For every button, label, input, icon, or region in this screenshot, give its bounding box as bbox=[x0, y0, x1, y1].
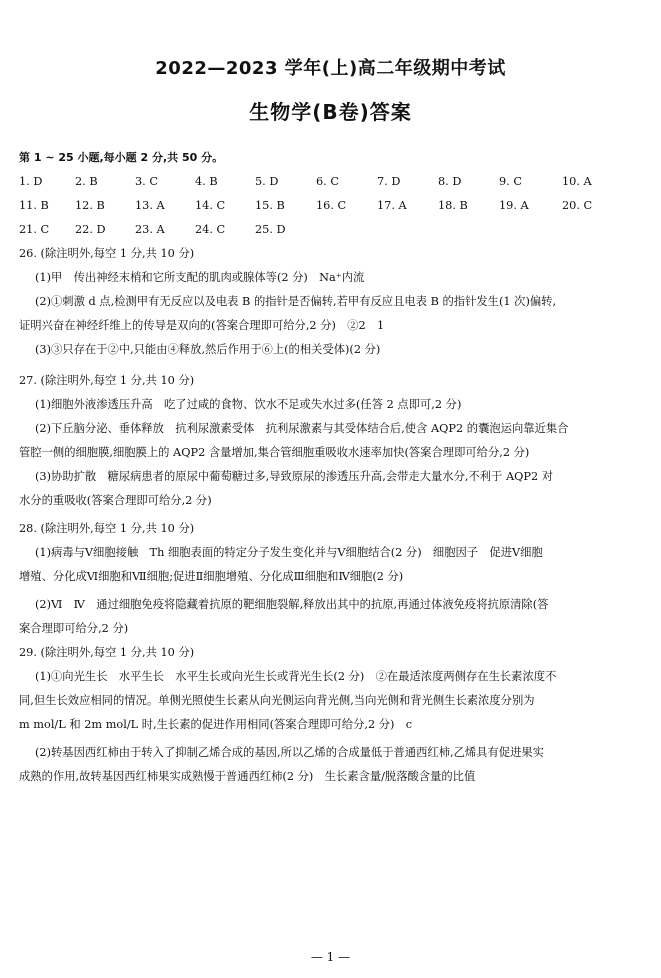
exam-subtitle: 生物学(B卷)答案 bbox=[249, 100, 412, 124]
answer-item: 15. B bbox=[255, 199, 285, 212]
answer-line: 管腔一侧的细胞膜,细胞膜上的 AQP2 含量增加,集合管细胞重吸收水速率加快(答案合理即可给分,2 分) bbox=[19, 446, 530, 459]
page-number: — 1 — bbox=[310, 950, 351, 964]
answer-item: 19. A bbox=[499, 199, 529, 212]
answer-line: 成熟的作用,故转基因西红柿果实成熟慢于普通西红柿(2 分) 生长素含量/脱落酸含量的比值 bbox=[19, 770, 476, 783]
question-header: 28. (除注明外,每空 1 分,共 10 分) bbox=[19, 522, 195, 535]
answer-item: 7. D bbox=[377, 175, 401, 188]
answer-item: 20. C bbox=[562, 199, 593, 212]
answer-line: (3)③只存在于②中,只能由④释放,然后作用于⑥上(的相关受体)(2 分) bbox=[35, 343, 381, 356]
answer-line: 同,但生长效应相同的情况。单侧光照使生长素从向光侧运向背光侧,当向光侧和背光侧生长素浓度分别为 bbox=[19, 694, 535, 707]
answer-item: 4. B bbox=[195, 175, 218, 188]
answer-line: (1)病毒与Ⅴ细胞接触 Th 细胞表面的特定分子发生变化并与Ⅴ细胞结合(2 分) 细胞因子 促进Ⅴ细胞 bbox=[35, 546, 543, 559]
answer-item: 1. D bbox=[19, 175, 43, 188]
answer-item: 5. D bbox=[255, 175, 279, 188]
question-header: 27. (除注明外,每空 1 分,共 10 分) bbox=[19, 374, 195, 387]
answer-line: (1)细胞外液渗透压升高 吃了过咸的食物、饮水不足或失水过多(任答 2 点即可,2 分) bbox=[35, 398, 462, 411]
answer-line: (1)①向光生长 水平生长 水平生长或向光生长或背光生长(2 分) ②在最适浓度两侧存在生长素浓度不 bbox=[35, 670, 557, 683]
answer-line: m mol/L 和 2m mol/L 时,生长素的促进作用相同(答案合理即可给分,2 分) c bbox=[19, 718, 413, 731]
answer-line: (2)①刺激 d 点,检测甲有无反应以及电表 B 的指针是否偏转,若甲有反应且电表 B 的指针发生(1 次)偏转, bbox=[35, 295, 557, 308]
answer-item: 8. D bbox=[438, 175, 462, 188]
answer-line: 增殖、分化成Ⅵ细胞和Ⅶ细胞;促进Ⅱ细胞增殖、分化成Ⅲ细胞和Ⅳ细胞(2 分) bbox=[19, 570, 404, 583]
answer-item: 10. A bbox=[562, 175, 592, 188]
answer-item: 9. C bbox=[499, 175, 523, 188]
answer-line: (3)协助扩散 糖尿病患者的原尿中葡萄糖过多,导致原尿的渗透压升高,会带走大量水分,不利于 AQP2 对 bbox=[35, 470, 554, 483]
answer-line: (2)下丘脑分泌、垂体释放 抗利尿激素受体 抗利尿激素与其受体结合后,使含 AQP2 的囊泡运向靠近集合 bbox=[35, 422, 569, 435]
answer-line: 证明兴奋在神经纤维上的传导是双向的(答案合理即可给分,2 分) ②2 1 bbox=[19, 319, 385, 332]
answer-item: 24. C bbox=[195, 223, 226, 236]
answer-item: 23. A bbox=[135, 223, 165, 236]
answer-item: 12. B bbox=[75, 199, 105, 212]
answer-line: (1)甲 传出神经末梢和它所支配的肌肉或腺体等(2 分) Na⁺内流 bbox=[35, 271, 365, 284]
answer-item: 25. D bbox=[255, 223, 286, 236]
answer-line: 案合理即可给分,2 分) bbox=[19, 622, 129, 635]
answer-line: 水分的重吸收(答案合理即可给分,2 分) bbox=[19, 494, 212, 507]
answer-item: 6. C bbox=[316, 175, 340, 188]
answer-item: 17. A bbox=[377, 199, 407, 212]
answer-item: 14. C bbox=[195, 199, 226, 212]
exam-title: 2022—2023 学年(上)高二年级期中考试 bbox=[155, 58, 506, 79]
answer-item: 13. A bbox=[135, 199, 165, 212]
answer-line: (2)Ⅵ Ⅳ 通过细胞免疫将隐藏着抗原的靶细胞裂解,释放出其中的抗原,再通过体液免疫将抗原清除(答 bbox=[35, 598, 549, 611]
question-header: 29. (除注明外,每空 1 分,共 10 分) bbox=[19, 646, 195, 659]
answer-item: 21. C bbox=[19, 223, 50, 236]
answer-item: 11. B bbox=[19, 199, 49, 212]
answer-item: 3. C bbox=[135, 175, 159, 188]
answer-item: 2. B bbox=[75, 175, 98, 188]
answer-item: 18. B bbox=[438, 199, 468, 212]
section-intro: 第 1 ~ 25 小题,每小题 2 分,共 50 分。 bbox=[19, 151, 224, 164]
answer-line: (2)转基因西红柿由于转入了抑制乙烯合成的基因,所以乙烯的合成量低于普通西红柿,乙烯具有促进果实 bbox=[35, 746, 544, 759]
answer-item: 22. D bbox=[75, 223, 106, 236]
question-header: 26. (除注明外,每空 1 分,共 10 分) bbox=[19, 247, 195, 260]
answer-item: 16. C bbox=[316, 199, 347, 212]
